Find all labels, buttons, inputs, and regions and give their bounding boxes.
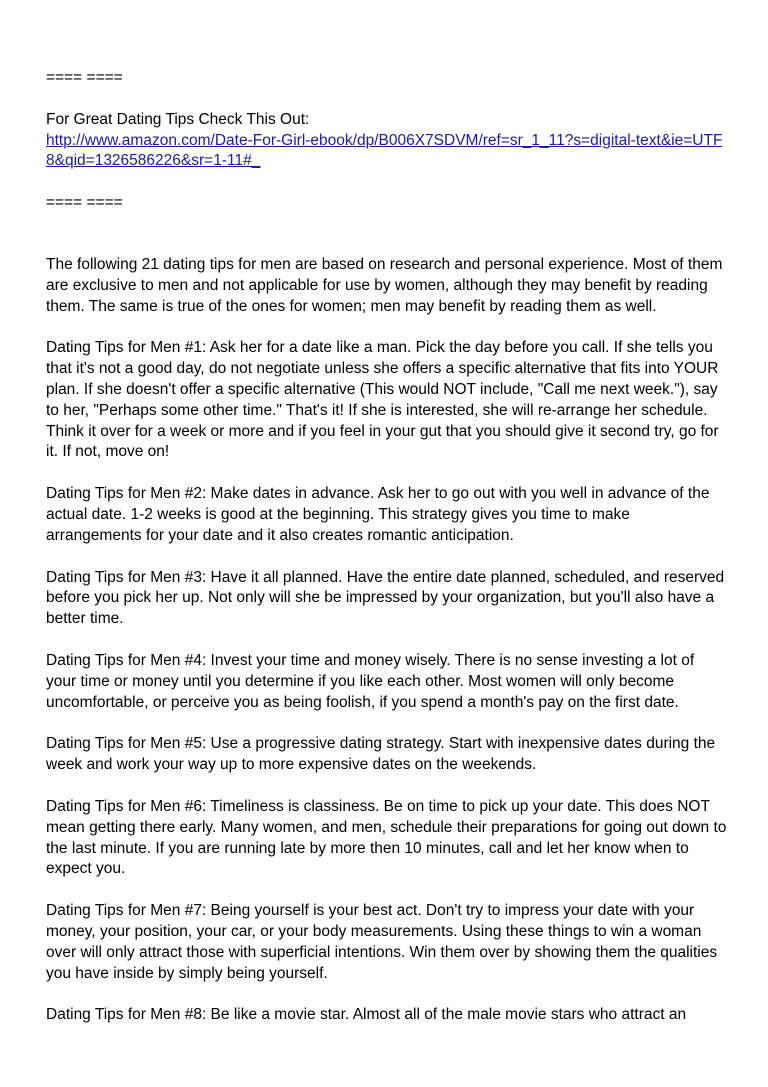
paragraph-tip-1: Dating Tips for Men #1: Ask her for a date like a man. Pick the day before you call. If she tells you that it's not a good day, do not negotiate unless she offers a specific alternative that fits into YOUR plan. If she doesn't offer a specific alternative (This would NOT include, "Call me next week."), say to her, "Perhaps some other time." That's it! If she is interested, she will re-arrange her schedule. Think it over for a week or more and if you feel in your gut that you should give it second try, go for it. If not, move on! [46,339,719,461]
separator-bottom: ==== ==== [46,194,123,212]
paragraph-tip-7: Dating Tips for Men #7: Being yourself is your best act. Don't try to impress your date with your money, your position, your car, or your body measurements. Using these things to win a woman over will only attract those with superficial intentions. Win them over by showing them the qualities you have inside by simply being yourself. [46,902,718,982]
paragraph-tip-6: Dating Tips for Men #6: Timeliness is classiness. Be on time to pick up your date. This does NOT mean getting there early. Many women, and men, schedule their preparations for going out down to the last minute. If you are running late by more then 10 minutes, call and let her know when to expect you. [46,797,727,878]
paragraph-tip-2: Dating Tips for Men #2: Make dates in advance. Ask her to go out with you well in advance of the actual date. 1-2 weeks is good at the beginning. This strategy gives you time to make arrangements for your date and it also creates romantic anticipation. [46,485,710,544]
separator-top: ==== ==== [46,69,123,86]
paragraph-tip-3: Dating Tips for Men #3: Have it all planned. Have the entire date planned, scheduled, and reserved before you pick her up. Not only will she be impressed by your organization, but you'll also have a better time. [46,568,725,628]
paragraph-tip-8: Dating Tips for Men #8: Be like a movie star. Almost all of the male movie stars who attract an [46,1006,687,1024]
intro-text: For Great Dating Tips Check This Out: [46,110,310,128]
paragraph-tip-4: Dating Tips for Men #4: Invest your time and money wisely. There is no sense investing a lot of your time or money until you determine if you like each other. Most women will only become uncomfortable, or perceive you as being foolish, if you spend a month's pay on the first date. [46,651,695,711]
paragraph-tip-5: Dating Tips for Men #5: Use a progressive dating strategy. Start with inexpensive dates during the week and work your way up to more expensive dates on the weekends. [46,735,716,774]
paragraph-intro: The following 21 dating tips for men are based on research and personal experience. Most of them are exclusive to men and not applicable for use by women, although they may benefit by reading them. The same is true of the ones for women; men may benefit by reading them as well. [46,255,723,315]
amazon-link[interactable]: http://www.amazon.com/Date-For-Girl-ebook/dp/B006X7SDVM/ref=sr_1_11?s=digital-text&ie=UTF8&qid=1326586226&sr=1-11#_ [46,131,723,170]
